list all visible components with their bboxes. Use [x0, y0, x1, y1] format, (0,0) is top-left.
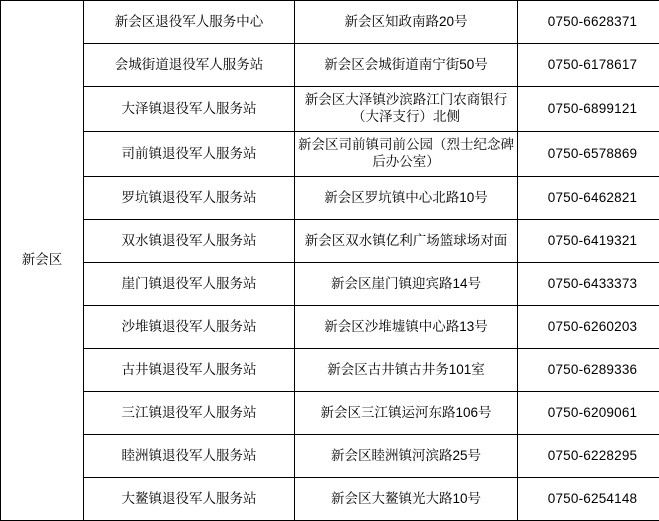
station-phone-cell: 0750-6578869 [518, 132, 659, 177]
station-phone-cell: 0750-6462821 [518, 177, 659, 220]
station-phone-cell: 0750-6178617 [518, 44, 659, 87]
station-phone-cell: 0750-6899121 [518, 87, 659, 132]
station-address-cell: 新会区会城街道南宁街50号 [295, 44, 518, 87]
station-name-cell: 司前镇退役军人服务站 [84, 132, 295, 177]
table-row [1, 392, 659, 435]
region-cell: 新会区 [1, 1, 84, 521]
station-name-cell: 双水镇退役军人服务站 [84, 220, 295, 263]
station-address-cell: 新会区大泽镇沙滨路江门农商银行（大泽支行）北侧 [295, 87, 518, 132]
station-phone-cell: 0750-6628371 [518, 1, 659, 44]
station-address-cell: 新会区古井镇古井务101室 [295, 349, 518, 392]
table-row [1, 435, 659, 478]
station-name-cell: 新会区退役军人服务中心 [84, 1, 295, 44]
station-phone-cell: 0750-6260203 [518, 306, 659, 349]
station-address-cell: 新会区三江镇运河东路106号 [295, 392, 518, 435]
station-name-cell: 睦洲镇退役军人服务站 [84, 435, 295, 478]
station-name-cell: 会城街道退役军人服务站 [84, 44, 295, 87]
table-row [1, 44, 659, 87]
station-phone-cell: 0750-6419321 [518, 220, 659, 263]
station-address-cell: 新会区大鳌镇光大路10号 [295, 478, 518, 521]
table-row [1, 87, 659, 132]
table-row [1, 220, 659, 263]
station-name-cell: 古井镇退役军人服务站 [84, 349, 295, 392]
table-row [1, 306, 659, 349]
station-phone-cell: 0750-6228295 [518, 435, 659, 478]
table-row [1, 1, 659, 44]
station-name-cell: 罗坑镇退役军人服务站 [84, 177, 295, 220]
station-address-cell: 新会区罗坑镇中心北路10号 [295, 177, 518, 220]
station-name-cell: 崖门镇退役军人服务站 [84, 263, 295, 306]
station-address-cell: 新会区双水镇亿利广场篮球场对面 [295, 220, 518, 263]
station-phone-cell: 0750-6209061 [518, 392, 659, 435]
table-row [1, 349, 659, 392]
table-row [1, 478, 659, 521]
station-address-cell: 新会区睦洲镇河滨路25号 [295, 435, 518, 478]
station-address-cell: 新会区沙堆墟镇中心路13号 [295, 306, 518, 349]
table-row [1, 263, 659, 306]
station-name-cell: 大泽镇退役军人服务站 [84, 87, 295, 132]
station-name-cell: 沙堆镇退役军人服务站 [84, 306, 295, 349]
station-name-cell: 大鳌镇退役军人服务站 [84, 478, 295, 521]
station-phone-cell: 0750-6433373 [518, 263, 659, 306]
station-phone-cell: 0750-6254148 [518, 478, 659, 521]
station-name-cell: 三江镇退役军人服务站 [84, 392, 295, 435]
table-row [1, 177, 659, 220]
station-address-cell: 新会区司前镇司前公园（烈士纪念碑后办公室） [295, 132, 518, 177]
station-phone-cell: 0750-6289336 [518, 349, 659, 392]
station-address-cell: 新会区知政南路20号 [295, 1, 518, 44]
station-address-cell: 新会区崖门镇迎宾路14号 [295, 263, 518, 306]
table-body [1, 1, 659, 521]
table-row [1, 132, 659, 177]
